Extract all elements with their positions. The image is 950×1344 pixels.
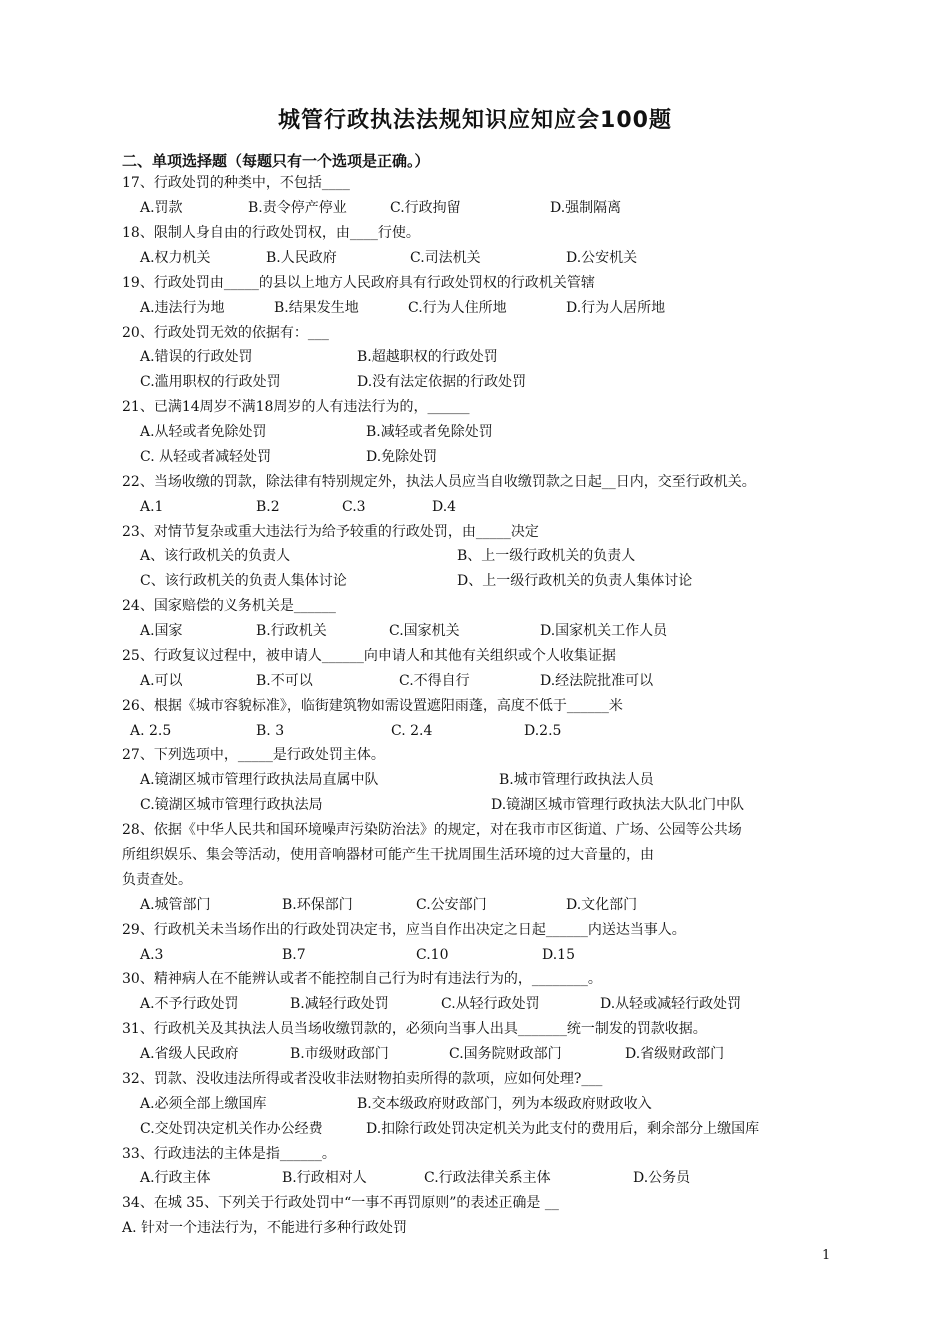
option-b: B.市级财政部门 — [290, 1046, 389, 1062]
option-c: C.10 — [416, 947, 449, 963]
option-c: C.公安部门 — [416, 897, 487, 913]
section-heading: 二、单项选择题（每题只有一个选项是正确。） — [122, 152, 430, 170]
option-b: B.人民政府 — [266, 250, 337, 266]
question-stem: 22、当场收缴的罚款，除法律有特别规定外，执法人员应当自收缴罚款之日起__日内，交至行政机关。 — [122, 474, 756, 490]
question-stem: 28、依据《中华人民共和国环境噪声污染防治法》的规定，对在我市市区街道、广场、公园等公共场 — [122, 822, 742, 838]
option-b: B.7 — [282, 947, 306, 963]
question-stem: 34、在城 35、下列关于行政处罚中“一事不再罚原则”的表述正确是 __ — [122, 1195, 559, 1211]
option-d: D.扣除行政处罚决定机关为此支付的费用后，剩余部分上缴国库 — [366, 1121, 760, 1137]
option-b: B.责令停产停业 — [248, 200, 347, 216]
question-stem: 26、根据《城市容貌标准》，临街建筑物如需设置遮阳雨蓬，高度不低于______米 — [122, 698, 623, 714]
option-c: C.国家机关 — [389, 623, 460, 639]
option-b: B.环保部门 — [282, 897, 353, 913]
page-number: 1 — [822, 1248, 831, 1263]
option-a: A.错误的行政处罚 — [140, 349, 253, 365]
option-d: D.行为人居所地 — [566, 300, 666, 316]
option-d: D.文化部门 — [566, 897, 638, 913]
question-continuation: A. 针对一个违法行为，不能进行多种行政处罚 — [122, 1220, 408, 1236]
option-c: C.行政拘留 — [390, 200, 461, 216]
option-a: A.省级人民政府 — [140, 1046, 239, 1062]
option-c: C.行政法律关系主体 — [424, 1170, 551, 1186]
option-c: C. 从轻或者减轻处罚 — [140, 449, 272, 465]
option-d: D.强制隔离 — [550, 200, 622, 216]
option-d: D.国家机关工作人员 — [540, 623, 668, 639]
option-d: D.公安机关 — [566, 250, 638, 266]
option-d: D.15 — [542, 947, 575, 963]
option-d: D.没有法定依据的行政处罚 — [357, 374, 527, 390]
question-stem: 27、下列选项中，_____是行政处罚主体。 — [122, 747, 385, 763]
question-stem: 17、行政处罚的种类中，不包括____ — [122, 175, 350, 191]
question-stem: 18、限制人身自由的行政处罚权，由____行使。 — [122, 225, 420, 241]
option-c: C、该行政机关的负责人集体讨论 — [140, 573, 347, 589]
question-continuation: 所组织娱乐、集会等活动，使用音响器材可能产生干扰周围生活环境的过大音量的，由 — [122, 847, 654, 863]
option-a: A.3 — [140, 947, 164, 963]
option-c: C. 2.4 — [391, 723, 433, 739]
option-b: B.减轻或者免除处罚 — [366, 424, 493, 440]
option-a: A.从轻或者免除处罚 — [140, 424, 267, 440]
question-stem: 23、对情节复杂或重大违法行为给予较重的行政处罚，由_____决定 — [122, 524, 539, 540]
option-b: B.交本级政府财政部门，列为本级政府财政收入 — [357, 1096, 652, 1112]
option-b: B.城市管理行政执法人员 — [499, 772, 654, 788]
question-continuation: 负责查处。 — [122, 872, 192, 888]
question-stem: 21、已满14周岁不满18周岁的人有违法行为的，______ — [122, 399, 470, 415]
option-a: A.违法行为地 — [140, 300, 225, 316]
option-b: B.行政相对人 — [282, 1170, 367, 1186]
option-b: B.行政机关 — [256, 623, 327, 639]
option-a: A.行政主体 — [140, 1170, 211, 1186]
option-d: D.经法院批准可以 — [540, 673, 654, 689]
question-stem: 19、行政处罚由_____的县以上地方人民政府具有行政处罚权的行政机关管辖 — [122, 275, 595, 291]
option-a: A. 2.5 — [130, 723, 172, 739]
page-title: 城管行政执法法规知识应知应会100题 — [278, 108, 672, 133]
option-a: A.可以 — [140, 673, 183, 689]
option-a: A.城管部门 — [140, 897, 211, 913]
question-stem: 24、国家赔偿的义务机关是______ — [122, 598, 336, 614]
option-c: C.行为人住所地 — [408, 300, 507, 316]
option-c: C.司法机关 — [410, 250, 481, 266]
option-c: C.镜湖区城市管理行政执法局 — [140, 797, 323, 813]
option-d: D.4 — [432, 499, 457, 515]
option-c: C.滥用职权的行政处罚 — [140, 374, 281, 390]
option-b: B. 3 — [256, 723, 285, 739]
option-a: A、该行政机关的负责人 — [140, 548, 291, 564]
option-c: C.从轻行政处罚 — [441, 996, 540, 1012]
option-a: A.权力机关 — [140, 250, 211, 266]
option-b: B.不可以 — [256, 673, 313, 689]
option-d: D.免除处罚 — [366, 449, 438, 465]
option-d: D、上一级行政机关的负责人集体讨论 — [457, 573, 693, 589]
question-stem: 32、罚款、没收违法所得或者没收非法财物拍卖所得的款项，应如何处理?___ — [122, 1071, 603, 1087]
option-d: D.公务员 — [633, 1170, 691, 1186]
question-stem: 29、行政机关未当场作出的行政处罚决定书，应当自作出决定之日起______内送达当事人。 — [122, 922, 686, 938]
option-b: B.超越职权的行政处罚 — [357, 349, 498, 365]
option-d: D.2.5 — [524, 723, 562, 739]
option-b: B.减轻行政处罚 — [290, 996, 389, 1012]
question-stem: 25、行政复议过程中，被申请人______向申请人和其他有关组织或个人收集证据 — [122, 648, 616, 664]
option-d: D.从轻或减轻行政处罚 — [600, 996, 742, 1012]
option-d: D.省级财政部门 — [625, 1046, 725, 1062]
option-d: D.镜湖区城市管理行政执法大队北门中队 — [491, 797, 745, 813]
option-b: B.结果发生地 — [274, 300, 359, 316]
option-a: A.镜湖区城市管理行政执法局直属中队 — [140, 772, 379, 788]
question-stem: 20、行政处罚无效的依据有：___ — [122, 325, 329, 341]
option-a: A.不予行政处罚 — [140, 996, 239, 1012]
option-c: C.不得自行 — [399, 673, 470, 689]
question-stem: 31、行政机关及其执法人员当场收缴罚款的，必须向当事人出具_______统一制发的罚款收据。 — [122, 1021, 707, 1037]
option-a: A.罚款 — [140, 200, 183, 216]
option-a: A.国家 — [140, 623, 183, 639]
option-a: A.1 — [140, 499, 164, 515]
option-c: C.交处罚决定机关作办公经费 — [140, 1121, 323, 1137]
option-b: B.2 — [256, 499, 280, 515]
question-stem: 30、精神病人在不能辨认或者不能控制自己行为时有违法行为的，________。 — [122, 971, 602, 987]
option-a: A.必须全部上缴国库 — [140, 1096, 267, 1112]
option-b: B、上一级行政机关的负责人 — [457, 548, 636, 564]
option-c: C.国务院财政部门 — [449, 1046, 562, 1062]
option-c: C.3 — [342, 499, 366, 515]
question-stem: 33、行政违法的主体是指______。 — [122, 1146, 336, 1162]
